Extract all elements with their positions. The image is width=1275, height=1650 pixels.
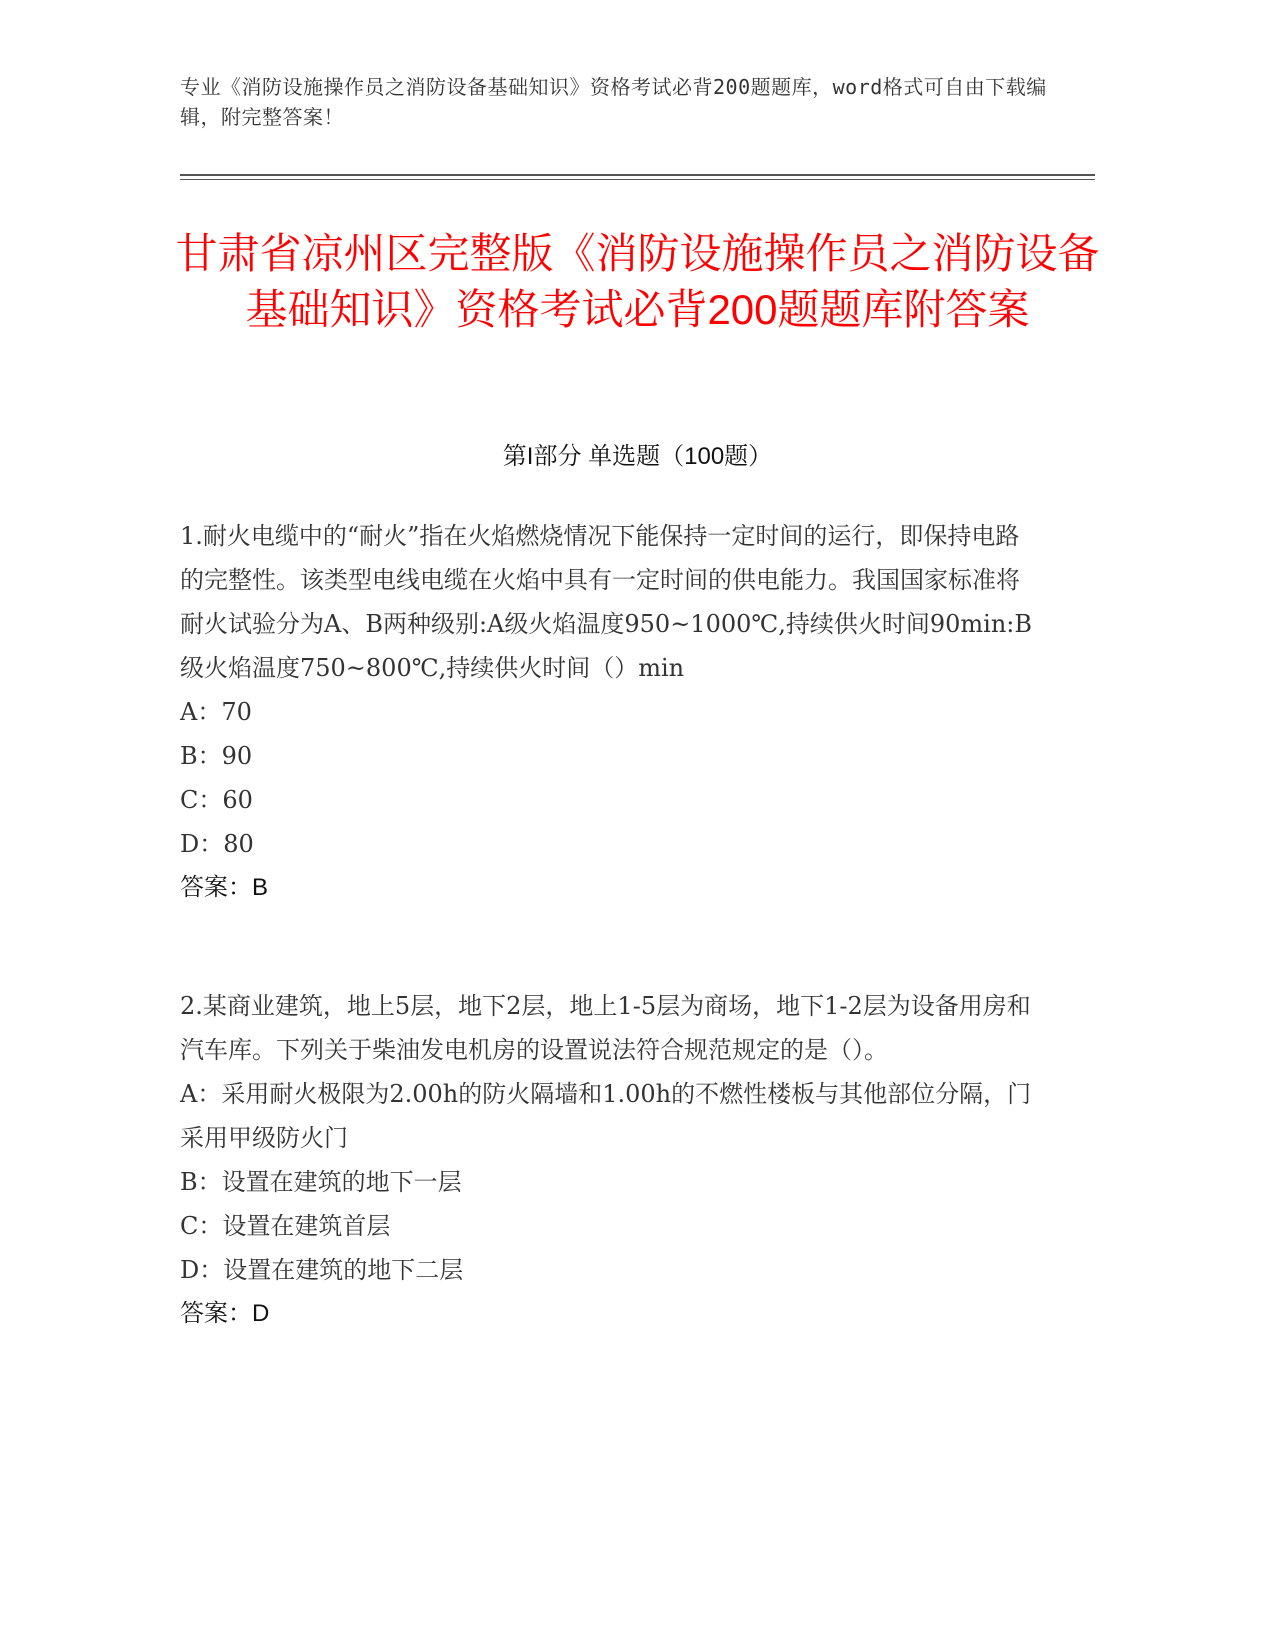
option-a: A：70	[180, 698, 252, 726]
option-b: B：设置在建筑的地下一层	[180, 1168, 462, 1196]
option-d: D：80	[180, 830, 254, 858]
option-b: B：90	[180, 742, 253, 770]
question-stem: 1.耐火电缆中的“耐火”指在火焰燃烧情况下能保持一定时间的运行，即保持电路的完整性。该类型电线电缆在火焰中具有一定时间的供电能力。我国国家标准将耐火试验分为A、B两种级别:A级火焰温度950~1000℃,持续供火时间90min:B级火焰温度750~800℃,持续供火时间（）min	[180, 522, 1033, 682]
header-divider-thick	[180, 174, 1095, 176]
option-d: D：设置在建筑的地下二层	[180, 1256, 464, 1284]
answer-line: 答案：B	[180, 874, 269, 901]
header-note: 专业《消防设施操作员之消防设备基础知识》资格考试必背200题题库，word格式可自由下载编辑，附完整答案！	[180, 75, 1047, 129]
section-heading: 第I部分 单选题（100题）	[502, 443, 773, 470]
question-block	[180, 984, 1040, 1336]
question-block	[180, 514, 1040, 910]
answer-line: 答案：D	[180, 1300, 270, 1327]
option-c: C：设置在建筑首层	[180, 1212, 391, 1240]
header-divider-thin	[180, 179, 1095, 180]
option-c: C：60	[180, 786, 253, 814]
option-a: A：采用耐火极限为2.00h的防火隔墙和1.00h的不燃性楼板与其他部位分隔，门采用甲级防火门	[180, 1080, 1032, 1152]
document-title: 甘肃省凉州区完整版《消防设施操作员之消防设备基础知识》资格考试必背200题题库附答案	[175, 230, 1100, 333]
question-stem: 2.某商业建筑，地上5层，地下2层，地上1-5层为商场，地下1-2层为设备用房和汽车库。下列关于柴油发电机房的设置说法符合规范规定的是（）。	[180, 992, 1031, 1064]
